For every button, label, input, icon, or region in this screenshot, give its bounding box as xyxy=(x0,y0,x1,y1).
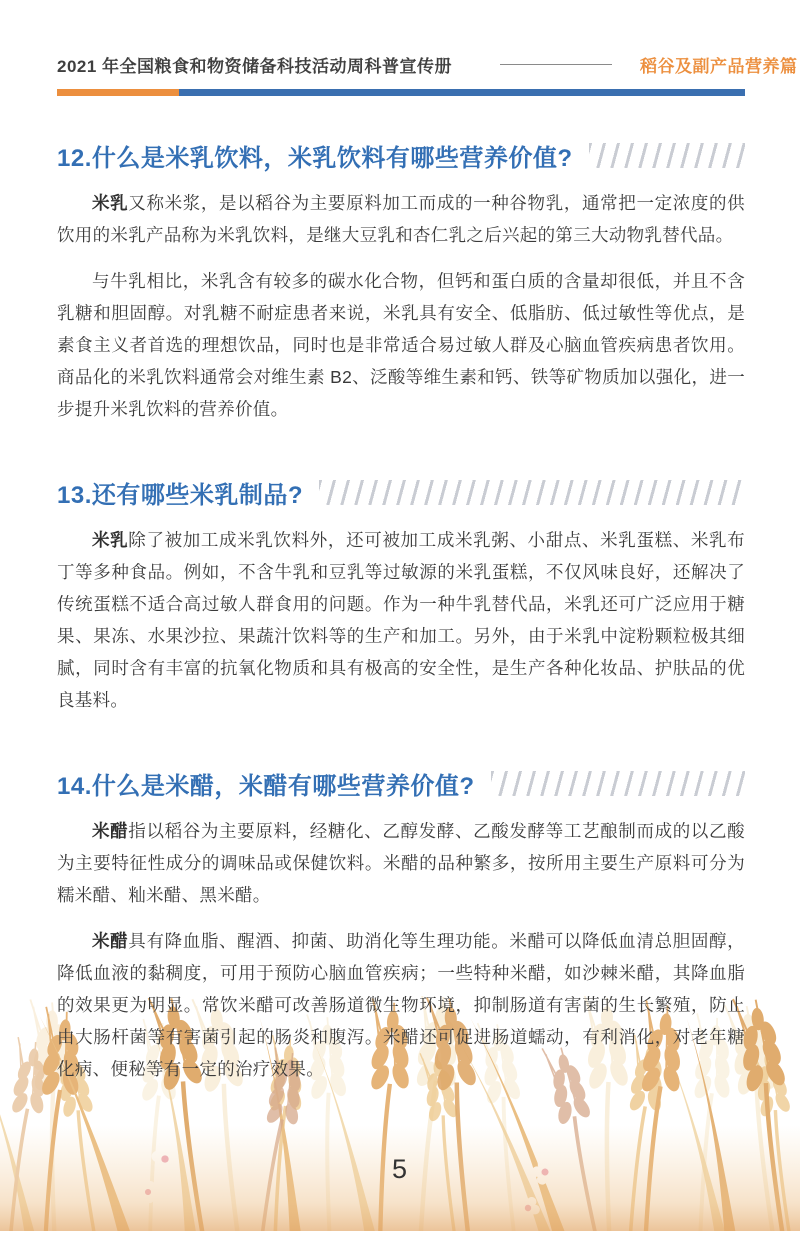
body-paragraph xyxy=(57,925,745,1085)
header-rule-blue-segment xyxy=(179,89,745,96)
slash-pattern-decoration xyxy=(589,143,745,168)
section-title: 12.什么是米乳饮料，米乳饮料有哪些营养价值? xyxy=(57,145,573,172)
paragraph-text: 与牛乳相比，米乳含有较多的碳水化合物，但钙和蛋白质的含量却很低，并且不含乳糖和胆固醇。对乳糖不耐症患者来说，米乳具有安全、低脂肪、低过敏性等优点，是素食主义者首选的理想饮品，同时也是非常适合易过敏人群及心脑血管疾病患者饮用。商品化的米乳饮料通常会对维生素 B2、泛酸等维生素和钙、铁等矿物质加以强化，进一步提升米乳饮料的营养价值。 xyxy=(57,271,745,419)
section-head xyxy=(57,138,745,173)
section-head xyxy=(57,475,745,510)
body-paragraph xyxy=(57,187,745,251)
page-content xyxy=(0,52,800,1085)
page-header xyxy=(57,52,798,77)
section-head xyxy=(57,766,745,801)
body-paragraph xyxy=(57,265,745,425)
slash-pattern-decoration xyxy=(491,771,745,796)
header-rule-orange-segment xyxy=(57,89,179,96)
section-paragraphs xyxy=(57,815,745,1085)
sections xyxy=(57,138,745,1085)
body-paragraph xyxy=(57,815,745,911)
body-paragraph xyxy=(57,524,745,716)
paragraph-lead-term: 米乳 xyxy=(92,193,129,213)
booklet-title: 2021 年全国粮食和物资储备科技活动周科普宣传册 xyxy=(57,57,453,76)
page-number: 5 xyxy=(391,1154,409,1184)
paragraph-text: 具有降血脂、醒酒、抑菌、助消化等生理功能。米醋可以降低血清总胆固醇，降低血液的黏稠度，可用于预防心脑血管疾病；一些特种米醋，如沙棘米醋，其降血脂的效果更为明显。常饮米醋可改善肠道微生物环境，抑制肠道有害菌的生长繁殖，防止由大肠杆菌等有害菌引起的肠炎和腹泻。米醋还可促进肠道蠕动，有利消化，对老年糖化病、便秘等有一定的治疗效果。 xyxy=(57,931,745,1079)
section-title: 14.什么是米醋，米醋有哪些营养价值? xyxy=(57,773,475,800)
paragraph-lead-term: 米乳 xyxy=(92,530,129,550)
paragraph-text: 指以稻谷为主要原料，经糖化、乙醇发酵、乙酸发酵等工艺酿制而成的以乙酸为主要特征性成分的调味品或保健饮料。米醋的品种繁多，按所用主要生产原料可分为糯米醋、籼米醋、黑米醋。 xyxy=(57,821,745,905)
header-rule xyxy=(57,89,745,96)
section-block xyxy=(57,766,745,1085)
slash-pattern-decoration xyxy=(319,480,745,505)
section-block xyxy=(57,475,745,716)
paragraph-text: 除了被加工成米乳饮料外，还可被加工成米乳粥、小甜点、米乳蛋糕、米乳布丁等多种食品。例如，不含牛乳和豆乳等过敏源的米乳蛋糕，不仅风味良好，还解决了传统蛋糕不适合高过敏人群食用的问题。作为一种牛乳替代品，米乳还可广泛应用于糖果、果冻、水果沙拉、果蔬汁饮料等的生产和加工。另外，由于米乳中淀粉颗粒极其细腻，同时含有丰富的抗氧化物质和具有极高的安全性，是生产各种化妆品、护肤品的优良基料。 xyxy=(57,530,745,710)
section-paragraphs xyxy=(57,524,745,716)
paragraph-lead-term: 米醋 xyxy=(92,821,129,841)
paragraph-text: 又称米浆，是以稻谷为主要原料加工而成的一种谷物乳，通常把一定浓度的供饮用的米乳产品称为米乳饮料，是继大豆乳和杏仁乳之后兴起的第三大动物乳替代品。 xyxy=(57,193,745,245)
header-divider-line xyxy=(500,64,612,65)
paragraph-lead-term: 米醋 xyxy=(92,931,129,951)
section-title: 13.还有哪些米乳制品? xyxy=(57,482,304,509)
section-paragraphs xyxy=(57,187,745,425)
chapter-label: 稻谷及副产品营养篇 xyxy=(640,57,798,76)
section-block xyxy=(57,138,745,425)
